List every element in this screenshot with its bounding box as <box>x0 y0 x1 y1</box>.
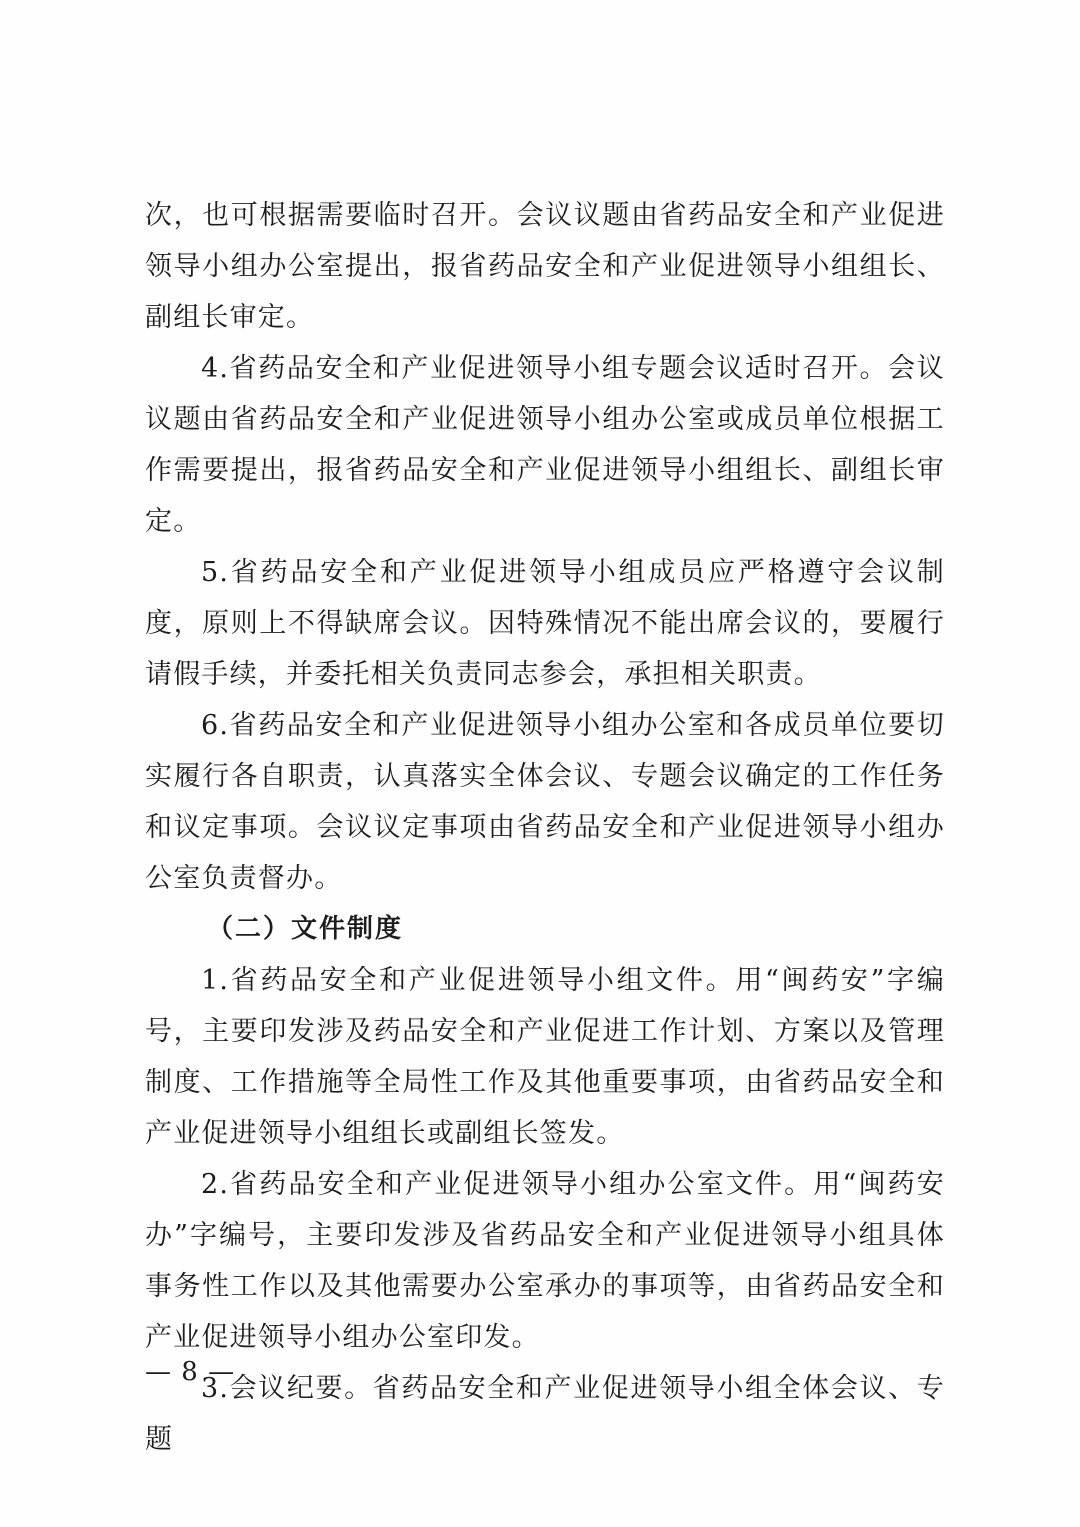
section-heading: （二）文件制度 <box>207 914 404 944</box>
body-text <box>145 190 945 1465</box>
paragraph-continuation: 次，也可根据需要临时召开。会议议题由省药品安全和产业促进领导小组办公室提出，报省药品安全和产业促进领导小组组长、副组长审定。 <box>145 200 945 333</box>
paragraph-file-item-1: 1.省药品安全和产业促进领导小组文件。用“闽药安”字编号，主要印发涉及药品安全和产业促进工作计划、方案以及管理制度、工作措施等全局性工作及其他重要事项，由省药品安全和产业促进领导小组组长或副组长签发。 <box>145 965 945 1149</box>
paragraph-item-6: 6.省药品安全和产业促进领导小组办公室和各成员单位要切实履行各自职责，认真落实全体会议、专题会议确定的工作任务和议定事项。会议议定事项由省药品安全和产业促进领导小组办公室负责督办。 <box>145 710 945 894</box>
page-number: — 8 — <box>145 1357 236 1387</box>
paragraph-file-item-3: 3.会议纪要。省药品安全和产业促进领导小组全体会议、专题 <box>145 1373 945 1455</box>
paragraph-item-5: 5.省药品安全和产业促进领导小组成员应严格遵守会议制度，原则上不得缺席会议。因特殊情况不能出席会议的，要履行请假手续，并委托相关负责同志参会，承担相关职责。 <box>145 557 945 690</box>
paragraph-file-item-2: 2.省药品安全和产业促进领导小组办公室文件。用“闽药安办”字编号，主要印发涉及省药品安全和产业促进领导小组具体事务性工作以及其他需要办公室承办的事项等，由省药品安全和产业促进领导小组办公室印发。 <box>145 1169 945 1353</box>
paragraph-item-4: 4.省药品安全和产业促进领导小组专题会议适时召开。会议议题由省药品安全和产业促进领导小组办公室或成员单位根据工作需要提出，报省药品安全和产业促进领导小组组长、副组长审定。 <box>145 353 945 537</box>
